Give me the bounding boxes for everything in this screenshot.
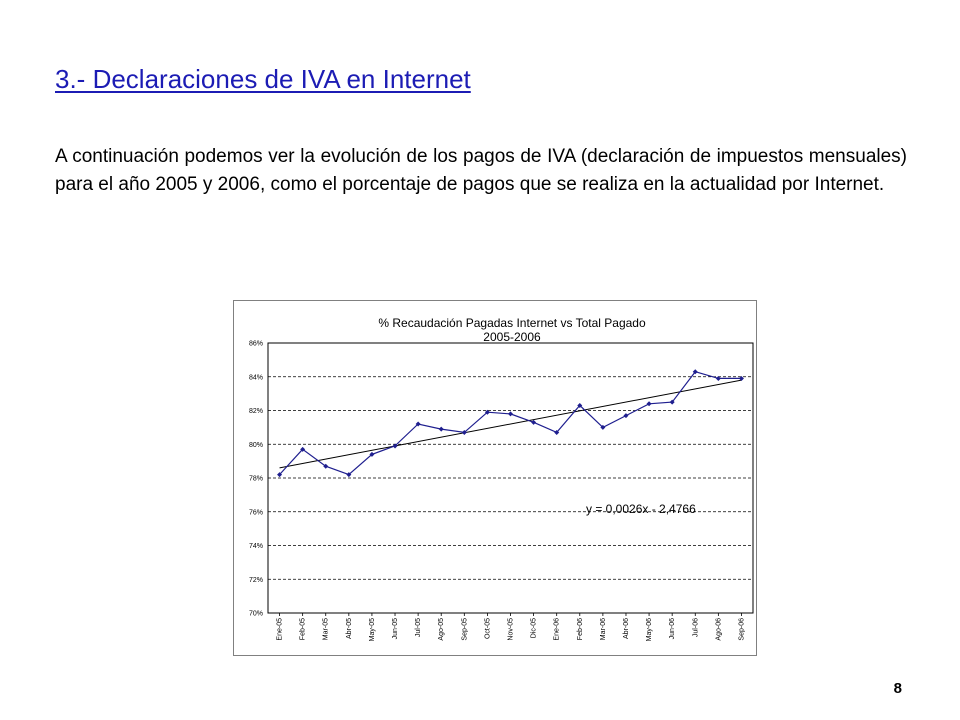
- x-tick-label: May-05: [368, 618, 376, 642]
- line-chart: [234, 301, 756, 655]
- x-tick-label: Oct-05: [484, 618, 492, 640]
- x-tick-label: Abr-05: [345, 618, 353, 640]
- y-tick-label: 78%: [248, 475, 263, 483]
- x-tick-label: Ago-06: [715, 618, 723, 641]
- y-tick-label: 74%: [248, 543, 263, 550]
- y-tick-label: 84%: [248, 374, 263, 382]
- y-tick-label: 80%: [248, 441, 263, 449]
- x-tick-label: Ene-06: [553, 618, 561, 641]
- x-tick-label: Jul-05: [415, 618, 423, 638]
- x-tick-label: Sep-06: [738, 618, 746, 641]
- x-tick-label: Nov-05: [507, 618, 515, 641]
- y-tick-label: 72%: [248, 576, 263, 584]
- x-tick-label: May-06: [646, 618, 654, 642]
- page-number: 8: [893, 680, 902, 697]
- data-point: [531, 420, 536, 425]
- data-point: [623, 413, 628, 418]
- intro-paragraph: A continuación podemos ver la evolución de los pagos de IVA (declaración de impuestos mensuales) para el año 2005 y 2006, como el porcentaje de pagos que se realiza en la actualidad por Internet.: [55, 146, 907, 195]
- x-tick-label: Feb-06: [576, 618, 584, 641]
- trendline: [280, 380, 742, 468]
- x-tick-label: Mar-05: [322, 618, 330, 641]
- y-tick-label: 86%: [248, 340, 263, 348]
- x-tick-label: Jun-06: [669, 618, 677, 640]
- slide-title: 3.- Declaraciones de IVA en Internet: [55, 64, 471, 94]
- y-tick-label: 70%: [248, 610, 263, 618]
- data-point: [439, 427, 444, 432]
- y-tick-label: 82%: [248, 408, 263, 415]
- x-tick-label: Abr-06: [622, 618, 630, 640]
- data-point: [508, 411, 513, 416]
- series-line: [280, 372, 742, 475]
- x-tick-label: Ago-05: [438, 618, 446, 641]
- x-tick-label: Feb-05: [299, 618, 307, 641]
- data-point: [647, 401, 652, 406]
- x-tick-label: Jul-06: [692, 618, 700, 638]
- chart-container: [233, 300, 757, 656]
- trendline-equation: y = 0,0026x - 2,4766: [586, 502, 696, 516]
- x-tick-label: Jun-05: [392, 618, 400, 640]
- x-tick-label: Mar-06: [599, 618, 607, 641]
- x-tick-label: Ene-05: [276, 618, 284, 641]
- chart-title: % Recaudación Pagadas Internet vs Total Pagado: [378, 316, 646, 330]
- y-tick-label: 76%: [248, 509, 263, 517]
- x-tick-label: Dic-05: [530, 618, 538, 639]
- chart-subtitle: 2005-2006: [483, 330, 541, 344]
- x-tick-label: Sep-05: [461, 618, 469, 641]
